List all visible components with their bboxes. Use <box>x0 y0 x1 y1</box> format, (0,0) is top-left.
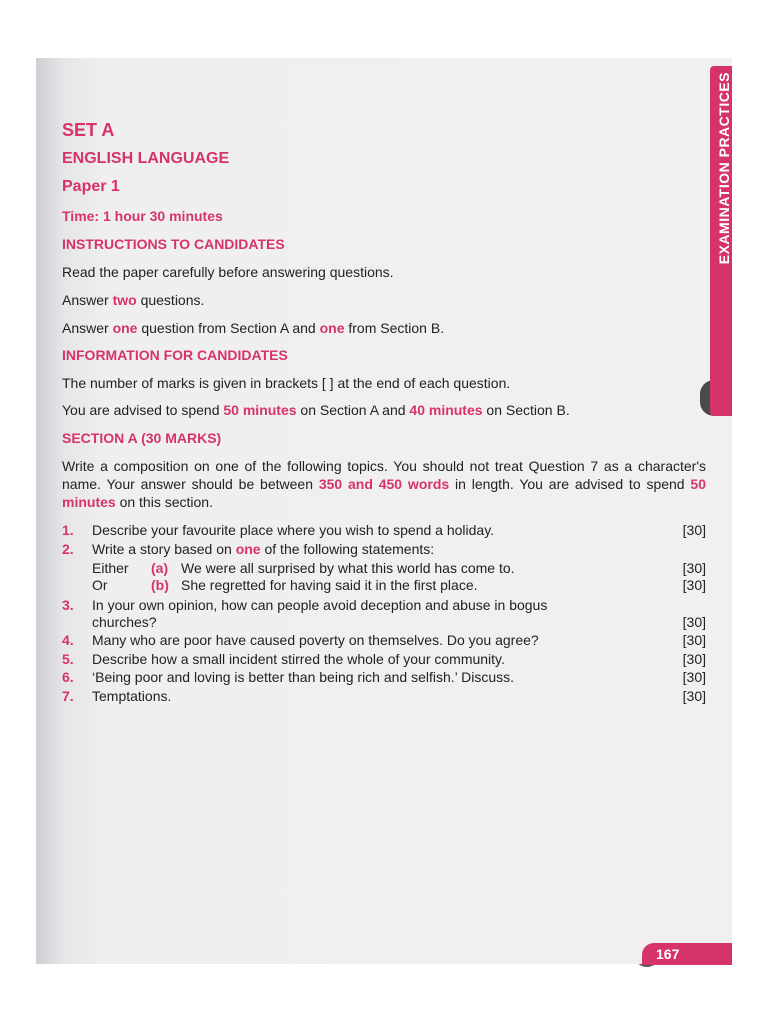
time-allowed: Time: 1 hour 30 minutes <box>62 208 223 224</box>
subject-title: ENGLISH LANGUAGE <box>62 150 230 167</box>
question-2: 2. Write a story based on one of the following statements: <box>62 541 435 557</box>
section-a-heading: SECTION A (30 MARKS) <box>62 430 222 446</box>
question-2a: Either (a) We were all surprised by what this world has come to. [30] <box>92 560 706 576</box>
question-1: 1. Describe your favourite place where you wish to spend a holiday. [30] <box>62 522 706 538</box>
scanned-page <box>36 58 732 964</box>
question-2b: Or (b) She regretted for having said it in the first place. [30] <box>92 577 706 593</box>
instruction-line-2: Answer two questions. <box>62 292 205 308</box>
question-7: 7. Temptations. [30] <box>62 688 706 704</box>
section-a-intro: Write a composition on one of the following topics. You should not treat Question 7 as a character's name. Your answer should be between 350 and 450 words in length. You are advised to spend 50 minutes on this section. <box>62 458 706 510</box>
instruction-line-1: Read the paper carefully before answering questions. <box>62 264 394 280</box>
information-heading: INFORMATION FOR CANDIDATES <box>62 347 288 363</box>
question-4: 4. Many who are poor have caused poverty on themselves. Do you agree? [30] <box>62 632 706 648</box>
question-6: 6. ‘Being poor and loving is better than being rich and selfish.’ Discuss. [30] <box>62 669 706 685</box>
information-line-1: The number of marks is given in brackets [ ] at the end of each question. <box>62 375 511 391</box>
paper-title: Paper 1 <box>62 178 120 195</box>
question-5: 5. Describe how a small incident stirred the whole of your community. [30] <box>62 651 706 667</box>
set-title: SET A <box>62 120 115 140</box>
information-line-2: You are advised to spend 50 minutes on Section A and 40 minutes on Section B. <box>62 402 570 418</box>
side-tab-label: EXAMINATION PRACTICES <box>716 72 732 265</box>
side-tab <box>710 66 732 416</box>
instruction-line-3: Answer one question from Section A and one from Section B. <box>62 320 445 336</box>
question-3: 3. In your own opinion, how can people avoid deception and abuse in bogus <box>62 597 548 613</box>
question-3-cont: churches? [30] <box>92 614 706 630</box>
page-number: 167 <box>642 943 732 965</box>
instructions-heading: INSTRUCTIONS TO CANDIDATES <box>62 236 285 252</box>
